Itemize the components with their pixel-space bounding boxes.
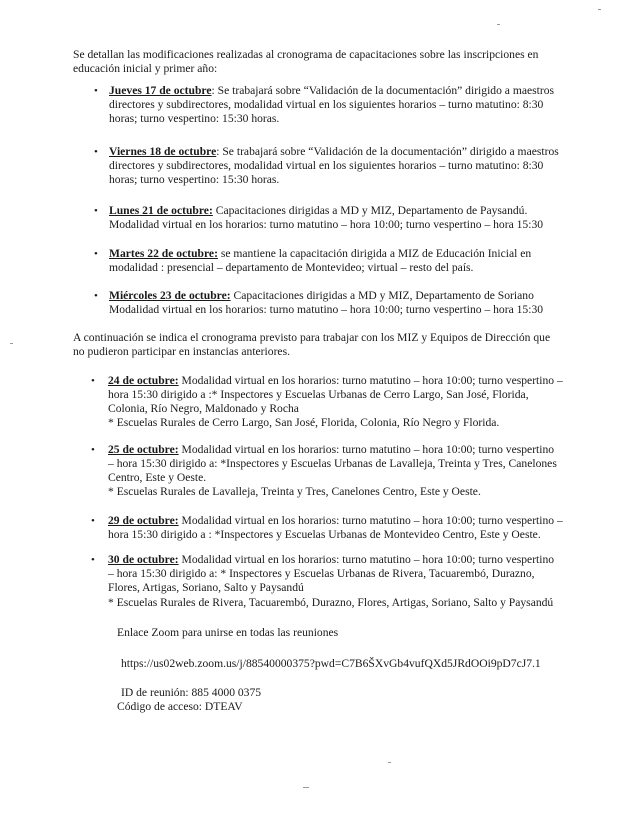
item-text: Capacitaciones dirigidas a MD y MIZ, Departamento de Paysandú. — [212, 204, 528, 217]
item-date: Lunes 21 de octubre: — [109, 204, 213, 217]
item-text: directores y subdirectores, modalidad virtual en los siguientes horarios – turno matutino: 8:30 — [109, 159, 544, 172]
item-text: * Escuelas Rurales de Cerro Largo, San José, Florida, Colonia, Río Negro y Florida. — [108, 416, 500, 429]
bullet-icon: • — [94, 146, 98, 158]
middle-line-2: no pudieron participar en instancias anteriores. — [73, 345, 290, 358]
item-date: Miércoles 23 de octubre: — [109, 289, 231, 302]
list-item — [109, 145, 559, 159]
bullet-icon: • — [91, 444, 95, 456]
scan-speck — [497, 24, 500, 25]
scan-speck — [598, 9, 601, 10]
meeting-id: ID de reunión: 885 4000 0375 — [121, 686, 262, 699]
list-item — [108, 374, 563, 388]
item-text: Modalidad virtual en los horarios: turno matutino – hora 10:00; turno vespertino — [178, 443, 555, 456]
list-item — [108, 514, 563, 528]
item-text: hora 15:30 dirigido a : *Inspectores y Escuelas Urbanas de Montevideo Centro, Este y Oeste. — [108, 528, 541, 541]
item-text: – hora 15:30 dirigido a: *Inspectores y Escuelas Urbanas de Lavalleja, Treinta y Tres, Canelones — [108, 457, 557, 470]
item-text: Modalidad virtual en los horarios: turno matutino – hora 10:00; turno vespertino – — [178, 514, 563, 527]
item-text: Modalidad virtual en los horarios: turno matutino – hora 10:00; turno vespertino — [178, 553, 555, 566]
item-text: directores y subdirectores, modalidad virtual en los siguientes horarios – turno matutino: 8:30 — [109, 98, 544, 111]
list-item — [109, 247, 531, 261]
item-text: * Escuelas Rurales de Lavalleja, Treinta y Tres, Canelones Centro, Este y Oeste. — [108, 485, 481, 498]
item-date: Jueves 17 de octubre — [109, 84, 212, 97]
bullet-icon: • — [94, 290, 98, 302]
item-date: Viernes 18 de octubre — [109, 145, 217, 158]
intro-line-2: educación inicial y primer año: — [73, 62, 218, 75]
scan-speck — [10, 343, 13, 344]
item-date: 29 de octubre: — [108, 514, 179, 527]
middle-line-1: A continuación se indica el cronograma previsto para trabajar con los MIZ y Equipos de Dirección que — [73, 331, 551, 344]
item-text: Colonia, Río Negro, Maldonado y Rocha — [108, 402, 299, 415]
item-text: horas; turno vespertino: 15:30 horas. — [109, 112, 280, 125]
list-item — [108, 443, 554, 457]
item-text: se mantiene la capacitación dirigida a MIZ de Educación Inicial en — [217, 247, 532, 260]
list-item — [109, 84, 554, 98]
item-date: 24 de octubre: — [108, 374, 179, 387]
access-code: Código de acceso: DTEAV — [117, 700, 243, 713]
item-date: 30 de octubre: — [108, 553, 179, 566]
item-date: Martes 22 de octubre: — [109, 247, 218, 260]
bullet-icon: • — [94, 85, 98, 97]
item-text: modalidad : presencial – departamento de Montevideo; virtual – resto del país. — [109, 261, 474, 274]
item-date: 25 de octubre: — [108, 443, 179, 456]
item-text: Capacitaciones dirigidas a MD y MIZ, Departamento de Soriano — [230, 289, 534, 302]
scan-speck — [388, 762, 391, 763]
bullet-icon: • — [91, 554, 95, 566]
list-item — [109, 289, 534, 303]
item-text: : Se trabajará sobre “Validación de la documentación” dirigido a maestros — [211, 84, 555, 97]
zoom-heading: Enlace Zoom para unirse en todas las reuniones — [117, 626, 339, 639]
item-text: horas; turno vespertino: 15:30 horas. — [109, 173, 280, 186]
bullet-icon: • — [91, 515, 95, 527]
item-text: hora 15:30 dirigido a :* Inspectores y Escuelas Urbanas de Cerro Largo, San José, Florida, — [108, 388, 529, 401]
bullet-icon: • — [94, 205, 98, 217]
bullet-icon: • — [94, 248, 98, 260]
intro-line-1: Se detallan las modificaciones realizadas al cronograma de capacitaciones sobre las inscripciones en — [73, 48, 539, 61]
zoom-link[interactable]: https://us02web.zoom.us/j/88540000375?pwd=C7B6ŠXvGb4vufQXd5JRdOOi9pD7cJ7.1 — [121, 657, 541, 670]
item-text: Modalidad virtual en los horarios: turno matutino – hora 10:00; turno vespertino – — [178, 374, 563, 387]
item-text: Modalidad virtual en los horarios: turno matutino – hora 10:00; turno vespertino – hora 15:30 — [109, 303, 544, 316]
item-text: : Se trabajará sobre “Validación de la documentación” dirigido a maestros — [216, 145, 559, 158]
item-text: Flores, Artigas, Soriano, Salto y Paysandú — [108, 581, 304, 594]
item-text: Modalidad virtual en los horarios: turno matutino – hora 10:00; turno vespertino – hora 15:30 — [109, 218, 544, 231]
item-text: – hora 15:30 dirigido a: * Inspectores y Escuelas Urbanas de Rivera, Tacuarembó, Durazno, — [108, 567, 535, 580]
list-item — [108, 553, 554, 567]
scan-speck — [303, 787, 309, 788]
list-item — [109, 204, 527, 218]
item-text: Centro, Este y Oeste. — [108, 471, 207, 484]
item-text: * Escuelas Rurales de Rivera, Tacuarembó, Durazno, Flores, Artigas, Soriano, Salto y Paysandú — [108, 596, 554, 609]
bullet-icon: • — [91, 375, 95, 387]
